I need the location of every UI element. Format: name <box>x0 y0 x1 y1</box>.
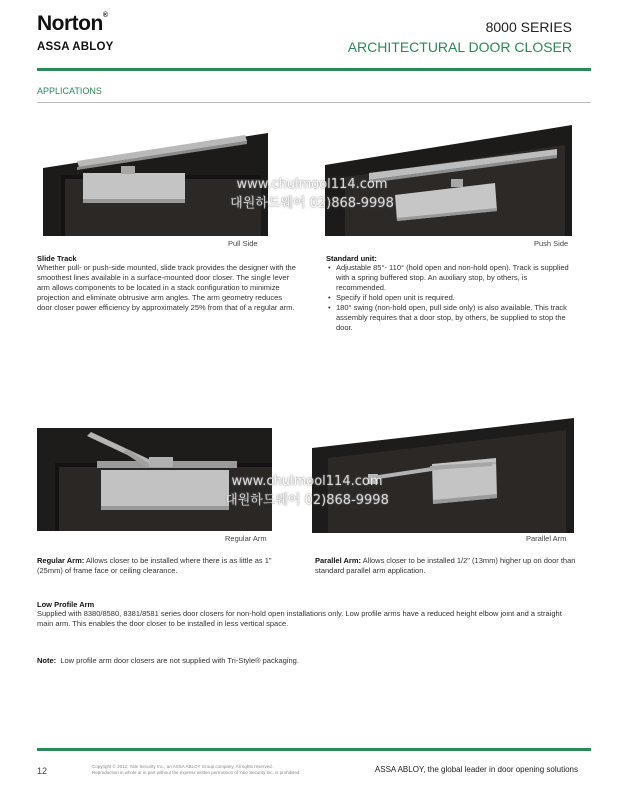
standard-unit-heading: Standard unit: <box>326 254 377 263</box>
footer-tagline: ASSA ABLOY, the global leader in door opening solutions <box>374 765 578 774</box>
low-profile-heading: Low Profile Arm <box>37 600 95 609</box>
caption-parallel-arm: Parallel Arm <box>526 534 567 543</box>
slide-track-heading: Slide Track <box>37 254 77 263</box>
footer-rule <box>37 748 591 751</box>
section-divider <box>37 102 591 103</box>
standard-unit-list <box>326 263 576 333</box>
slide-track-body: Whether pull- or push-side mounted, slide track provides the designer with the smoothest lines available in a surface-mounted door closer. The single lever arm allows components to be located in a stack configuration to minimize projection and eliminate obtrusive arm angles. The arm geometry reduces door closer power efficiency by approximately 25% from that of a regular arm. <box>37 263 296 312</box>
watermark-lower <box>195 474 419 508</box>
caption-push-side: Push Side <box>534 239 569 248</box>
copyright <box>92 764 301 776</box>
note-text: Low profile arm door closers are not supplied with Tri-Style® packaging. <box>60 656 299 665</box>
regular-arm-description <box>37 556 299 576</box>
note <box>37 656 577 666</box>
watermark-phone: 대원하드웨어 02)868-9998 <box>225 493 389 508</box>
bullet-item: • Specify if hold open unit is required. <box>336 293 576 303</box>
header-rule <box>37 68 591 71</box>
note-label: Note: <box>37 656 57 665</box>
parallel-arm-description <box>315 556 577 576</box>
low-profile-body: Supplied with 8380/8580, 8381/8581 series door closers for non-hold open installations only. Low profile arms have a reduced height elbow joint and a straight main arm. This enables the door closer to be installed in less vertical space. <box>37 609 562 628</box>
copyright-line: Reproduction in whole or in part without the express written permission of Yale Security Inc. is prohibited. <box>92 770 301 775</box>
bullet-item: • 180° swing (non-hold open, pull side only) is also available. This track assembly requires that a door stop, by others, be supplied to stop the door. <box>336 303 576 333</box>
norton-logo: Norton® <box>37 12 108 35</box>
watermark-upper <box>200 177 424 211</box>
standard-unit-block <box>326 254 576 333</box>
section-title: APPLICATIONS <box>37 86 102 96</box>
parallel-arm-label: Parallel Arm: <box>315 556 361 565</box>
watermark-phone: 대원하드웨어 02)868-9998 <box>230 196 394 211</box>
low-profile-block <box>37 600 577 629</box>
watermark-url: www.chulmool114.com <box>236 177 388 192</box>
series-title: 8000 SERIES <box>485 19 572 35</box>
caption-pull-side: Pull Side <box>228 239 258 248</box>
watermark-url: www.chulmool114.com <box>231 474 383 489</box>
regular-arm-label: Regular Arm: <box>37 556 85 565</box>
product-title: ARCHITECTURAL DOOR CLOSER <box>347 39 572 55</box>
caption-regular-arm: Regular Arm <box>225 534 267 543</box>
copyright-line: Copyright © 2012, Yale Security Inc., an ASSA ABLOY Group company. All rights reserved. <box>92 764 273 769</box>
assa-abloy-logo: ASSA ABLOY <box>37 41 114 53</box>
regular-arm-text: Allows closer to be installed where there is as little as 1" (25mm) of frame face or ceiling clearance. <box>37 556 272 575</box>
parallel-arm-text: Allows closer to be installed 1/2" (13mm) higher up on door than standard parallel arm application. <box>315 556 576 575</box>
slide-track-block <box>37 254 299 313</box>
page-number: 12 <box>37 766 48 776</box>
bullet-item: • Adjustable 85°- 110° (hold open and non-hold open). Track is supplied with a spring buffered stop. An auxiliary stop, by others, is recommended. <box>336 263 576 293</box>
